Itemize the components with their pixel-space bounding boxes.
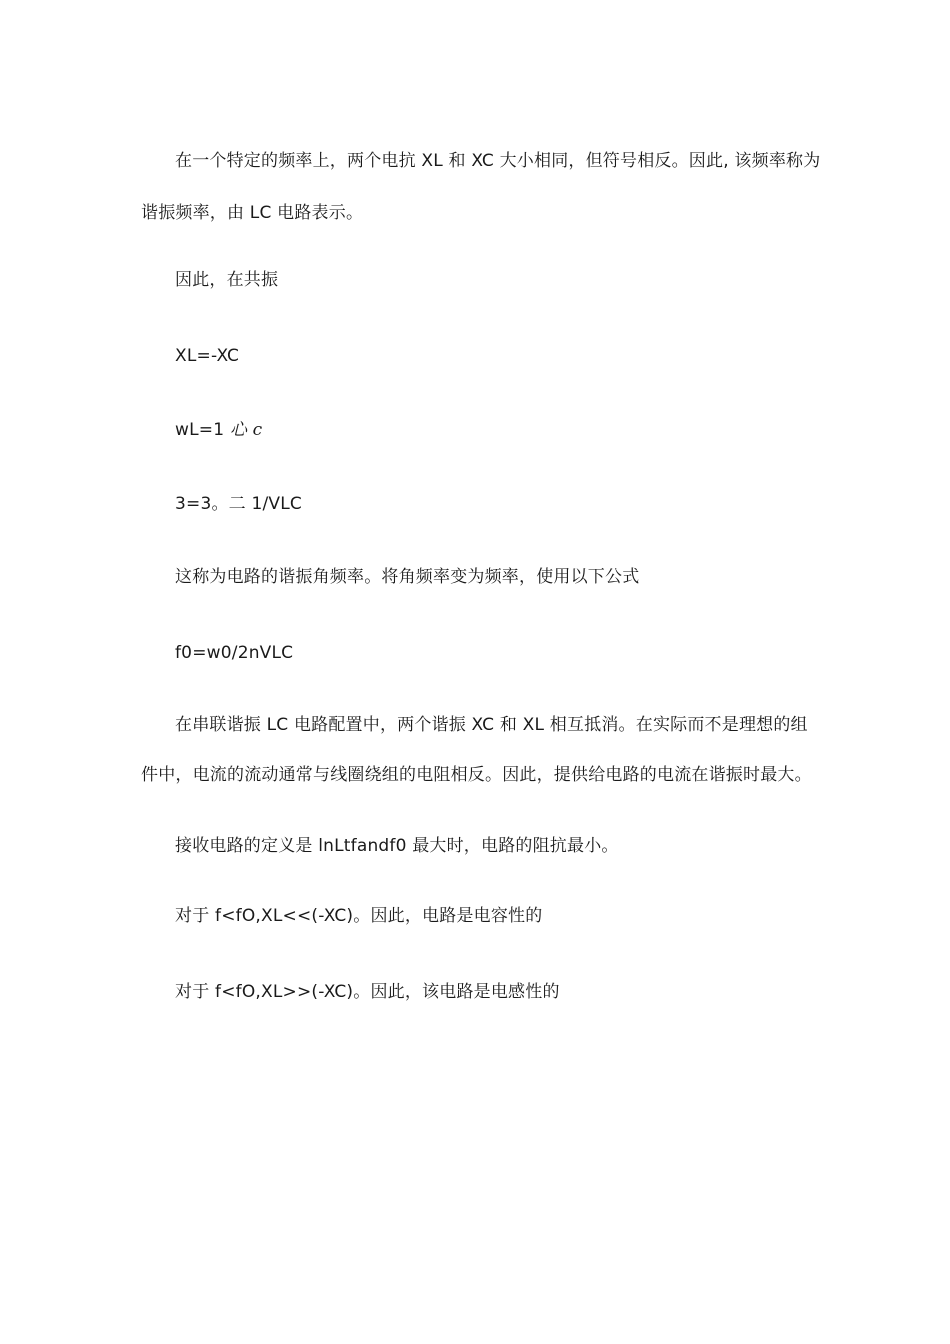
equation-2-tail: 心 c xyxy=(229,420,263,440)
paragraph-1-line-2: 谐振频率，由 LC 电路表示。 xyxy=(141,203,364,223)
equation-2-main: wL=1 xyxy=(175,420,225,440)
equation-1: XL=-XC xyxy=(175,346,240,366)
equation-2 xyxy=(175,419,262,441)
equation-3: 3=3。二 1/VLC xyxy=(175,494,302,514)
paragraph-1-line-1: 在一个特定的频率上，两个电抗 XL 和 XC 大小相同，但符号相反。因此, 该频率称为 xyxy=(175,151,821,171)
equation-4: f0=w0/2nVLC xyxy=(175,643,294,663)
paragraph-2: 因此，在共振 xyxy=(175,270,279,290)
paragraph-4-line-2: 件中，电流的流动通常与线圈绕组的电阻相反。因此，提供给电路的电流在谐振时最大。 xyxy=(141,765,812,785)
paragraph-4-line-1: 在串联谐振 LC 电路配置中，两个谐振 XC 和 XL 相互抵消。在实际而不是理想的组 xyxy=(175,715,808,735)
paragraph-5: 接收电路的定义是 lnLtfandf0 最大时，电路的阻抗最小。 xyxy=(175,836,619,856)
paragraph-6: 对于 f<fO,XL<<(-XC)。因此，电路是电容性的 xyxy=(175,906,543,926)
paragraph-3: 这称为电路的谐振角频率。将角频率变为频率，使用以下公式 xyxy=(175,567,640,587)
paragraph-7: 对于 f<fO,XL>>(-XC)。因此，该电路是电感性的 xyxy=(175,982,560,1002)
